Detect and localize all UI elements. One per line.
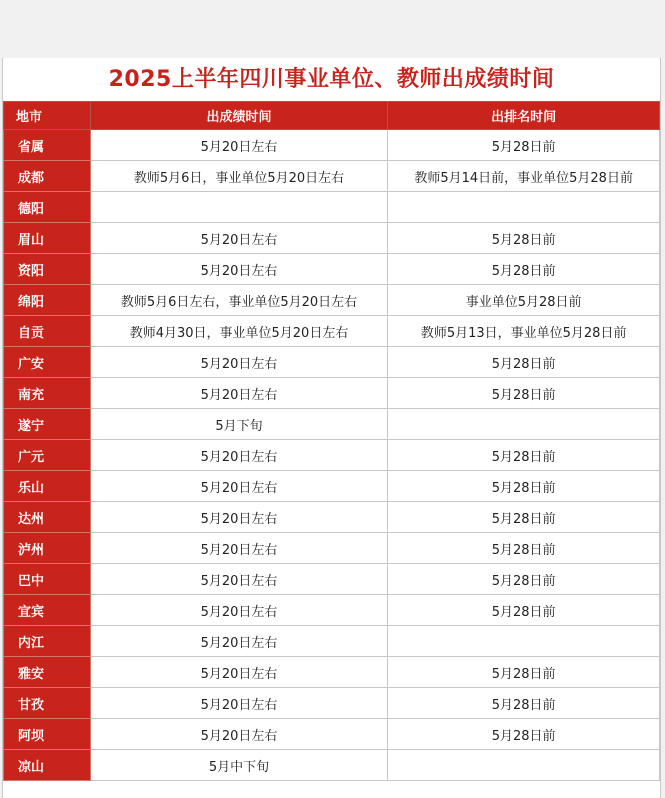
city-cell: 达州 bbox=[4, 502, 91, 533]
city-cell: 南充 bbox=[4, 378, 91, 409]
score-time-cell: 5月20日左右 bbox=[90, 533, 388, 564]
results-sheet bbox=[2, 58, 661, 798]
score-time-cell: 5月中下旬 bbox=[90, 750, 388, 781]
rank-time-cell: 5月28日前 bbox=[388, 564, 660, 595]
city-cell: 资阳 bbox=[4, 254, 91, 285]
score-time-cell: 5月20日左右 bbox=[90, 378, 388, 409]
city-cell: 阿坝 bbox=[4, 719, 91, 750]
city-cell: 自贡 bbox=[4, 316, 91, 347]
rank-time-cell bbox=[388, 409, 660, 440]
table-row bbox=[4, 626, 660, 657]
table-row bbox=[4, 595, 660, 626]
city-cell: 成都 bbox=[4, 161, 91, 192]
rank-time-cell: 5月28日前 bbox=[388, 254, 660, 285]
city-cell: 宜宾 bbox=[4, 595, 91, 626]
score-time-cell: 5月20日左右 bbox=[90, 595, 388, 626]
table-row bbox=[4, 130, 660, 161]
table-row bbox=[4, 688, 660, 719]
table-header-row bbox=[4, 102, 660, 130]
score-time-cell: 5月20日左右 bbox=[90, 626, 388, 657]
table-row bbox=[4, 564, 660, 595]
city-cell: 绵阳 bbox=[4, 285, 91, 316]
rank-time-cell: 教师5月13日，事业单位5月28日前 bbox=[388, 316, 660, 347]
table-row bbox=[4, 440, 660, 471]
score-time-cell: 5月20日左右 bbox=[90, 130, 388, 161]
score-time-cell: 5月20日左右 bbox=[90, 440, 388, 471]
rank-time-cell bbox=[388, 192, 660, 223]
table-row bbox=[4, 285, 660, 316]
score-time-cell: 5月20日左右 bbox=[90, 657, 388, 688]
city-cell: 巴中 bbox=[4, 564, 91, 595]
city-cell: 省属 bbox=[4, 130, 91, 161]
score-time-cell: 5月20日左右 bbox=[90, 688, 388, 719]
city-cell: 凉山 bbox=[4, 750, 91, 781]
table-row bbox=[4, 254, 660, 285]
table-row bbox=[4, 409, 660, 440]
city-cell: 泸州 bbox=[4, 533, 91, 564]
table-row bbox=[4, 378, 660, 409]
rank-time-cell: 5月28日前 bbox=[388, 595, 660, 626]
rank-time-cell: 事业单位5月28日前 bbox=[388, 285, 660, 316]
table-row bbox=[4, 316, 660, 347]
table-row bbox=[4, 719, 660, 750]
rank-time-cell: 5月28日前 bbox=[388, 471, 660, 502]
score-time-cell: 5月20日左右 bbox=[90, 471, 388, 502]
rank-time-cell: 5月28日前 bbox=[388, 657, 660, 688]
table-row bbox=[4, 347, 660, 378]
rank-time-cell: 5月28日前 bbox=[388, 378, 660, 409]
city-cell: 遂宁 bbox=[4, 409, 91, 440]
score-time-cell: 5月20日左右 bbox=[90, 223, 388, 254]
city-cell: 内江 bbox=[4, 626, 91, 657]
rank-time-cell: 5月28日前 bbox=[388, 688, 660, 719]
rank-time-cell: 5月28日前 bbox=[388, 440, 660, 471]
city-cell: 广安 bbox=[4, 347, 91, 378]
rank-time-cell bbox=[388, 626, 660, 657]
score-time-cell: 教师4月30日，事业单位5月20日左右 bbox=[90, 316, 388, 347]
rank-time-cell: 5月28日前 bbox=[388, 347, 660, 378]
results-table bbox=[3, 101, 660, 781]
score-time-cell bbox=[90, 192, 388, 223]
rank-time-cell: 5月28日前 bbox=[388, 533, 660, 564]
score-time-cell: 教师5月6日左右，事业单位5月20日左右 bbox=[90, 285, 388, 316]
score-time-cell: 5月20日左右 bbox=[90, 564, 388, 595]
score-time-cell: 5月20日左右 bbox=[90, 254, 388, 285]
score-time-cell: 教师5月6日，事业单位5月20日左右 bbox=[90, 161, 388, 192]
table-row bbox=[4, 750, 660, 781]
city-cell: 雅安 bbox=[4, 657, 91, 688]
rank-time-cell: 5月28日前 bbox=[388, 502, 660, 533]
rank-time-cell bbox=[388, 750, 660, 781]
table-row bbox=[4, 471, 660, 502]
rank-time-cell: 教师5月14日前，事业单位5月28日前 bbox=[388, 161, 660, 192]
rank-time-cell: 5月28日前 bbox=[388, 719, 660, 750]
table-row bbox=[4, 192, 660, 223]
table-row bbox=[4, 502, 660, 533]
rank-time-cell: 5月28日前 bbox=[388, 223, 660, 254]
city-cell: 甘孜 bbox=[4, 688, 91, 719]
score-time-cell: 5月20日左右 bbox=[90, 502, 388, 533]
column-header-score-time: 出成绩时间 bbox=[90, 102, 388, 130]
table-row bbox=[4, 161, 660, 192]
city-cell: 德阳 bbox=[4, 192, 91, 223]
rank-time-cell: 5月28日前 bbox=[388, 130, 660, 161]
table-row bbox=[4, 533, 660, 564]
score-time-cell: 5月20日左右 bbox=[90, 719, 388, 750]
city-cell: 乐山 bbox=[4, 471, 91, 502]
column-header-rank-time: 出排名时间 bbox=[388, 102, 660, 130]
table-row bbox=[4, 657, 660, 688]
city-cell: 眉山 bbox=[4, 223, 91, 254]
column-header-city: 地市 bbox=[4, 102, 91, 130]
city-cell: 广元 bbox=[4, 440, 91, 471]
page-title: 2025上半年四川事业单位、教师出成绩时间 bbox=[108, 67, 555, 92]
table-row bbox=[4, 223, 660, 254]
table-body bbox=[4, 130, 660, 781]
score-time-cell: 5月20日左右 bbox=[90, 347, 388, 378]
score-time-cell: 5月下旬 bbox=[90, 409, 388, 440]
